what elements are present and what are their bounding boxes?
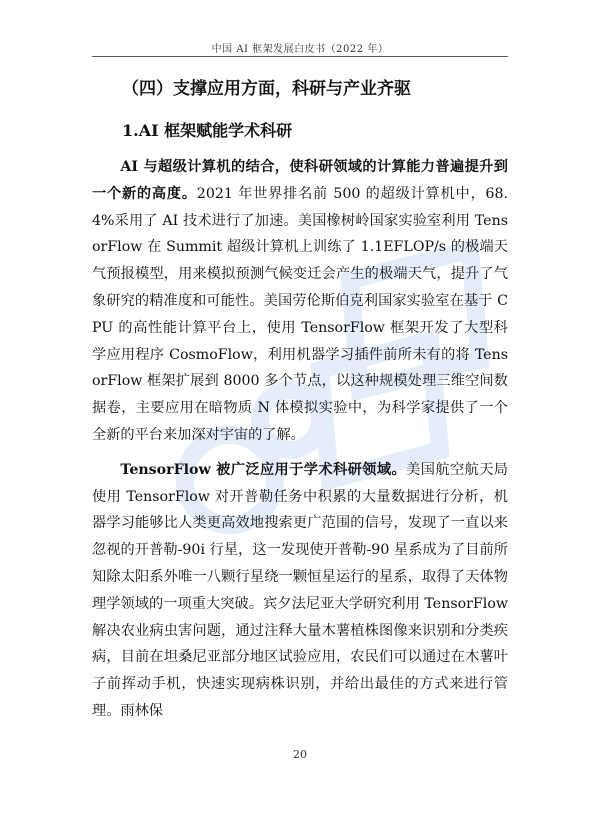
paragraph: [92, 154, 508, 449]
paragraph-lead: AI 与超级计算机的结合，使科研领域的计算能力普遍提升到一个新的高度。: [92, 159, 508, 202]
section-heading: （四）支撑应用方面，科研与产业齐驱: [122, 79, 411, 99]
page-content: [92, 72, 508, 725]
sub-heading: 1.AI 框架赋能学术科研: [122, 121, 293, 140]
paragraph: [92, 457, 508, 725]
paragraph-body: 美国航空航天局使用 TensorFlow 对开普勒任务中积累的大量数据进行分析，机器学习能够比人类更高效地搜索更广范围的信号，发现了一直以来忽视的开普勒-90i 行星，这一发现使开普勒-90 星系成为了目前所知除太阳系外唯一八颗行星绕一颗恒星运行的星系，取得了天体物理学领域的一项重大突破。宾夕法尼亚大学研究利用 TensorFlow 解决农业病虫害问题，通过注释大量木薯植株图像来识别和分类疾病，目前在坦桑尼亚部分地区试验应用，农民们可以通过在木薯叶子前挥动手机，快速实现病株识别，并给出最佳的方式来进行管理。雨林保: [92, 461, 508, 719]
header-divider: [92, 56, 508, 57]
page-header: [0, 0, 600, 58]
header-title: 中国 AI 框架发展白皮书（2022 年）: [211, 44, 389, 55]
page-number: 20: [293, 748, 307, 761]
paragraph-lead: TensorFlow 被广泛应用于学术科研领域。: [120, 461, 407, 478]
paragraph-body: 2021 年世界排名前 500 的超级计算机中，68.4%采用了 AI 技术进行了加速。美国橡树岭国家实验室利用 TensorFlow 在 Summit 超级计算机上训练了 1.1EFLOP/s 的极端天气预报模型，用来模拟预测气候变迁会产生的极端天气，提升了气象研究的精准度和可能性。美国劳伦斯伯克利国家实验室在基于 CPU 的高性能计算平台上，使用 TensorFlow 框架开发了大型科学应用程序 CosmoFlow，利用机器学习插件前所未有的将 TensorFlow 框架扩展到 8000 多个节点，以这种规模处理三维空间数据卷，主要应用在暗物质 N 体模拟实验中，为科学家提供了一个全新的平台来加深对宇宙的了解。: [92, 185, 508, 443]
